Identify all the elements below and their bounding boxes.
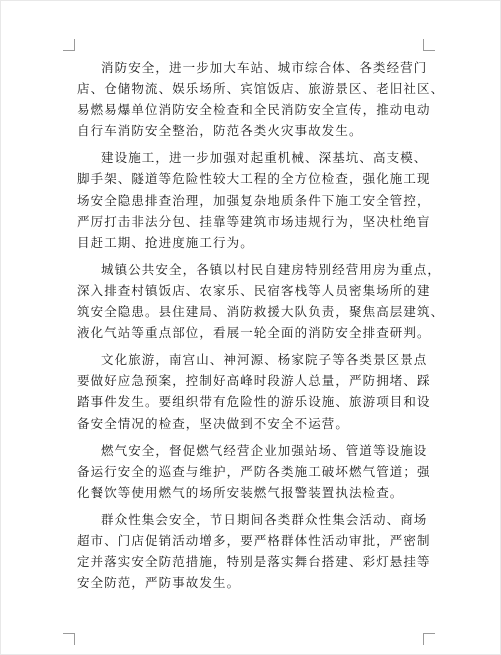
paragraph-tourism bbox=[77, 349, 429, 433]
text-line: 超市、门店促销活动增多，要严格群体性活动审批，严密制 bbox=[77, 532, 431, 548]
text-line: 群众性集会安全，节日期间各类群众性集会活动、商场 bbox=[101, 511, 428, 527]
text-line: 液化气站等重点部位，看展一轮全面的消防安全排查研判。 bbox=[77, 325, 431, 341]
text-line: 易燃易爆单位消防安全检查和全民消防安全宣传，推动电动 bbox=[77, 102, 431, 118]
crop-mark-bottom-right bbox=[423, 633, 435, 645]
text-line: 场安全隐患排查治理，加强复杂地质条件下施工安全管控， bbox=[77, 192, 431, 208]
text-line: 城镇公共安全，各镇以村民自建房特别经营用房为重点， bbox=[101, 261, 442, 277]
text-line: 自行车消防安全整治，防范各类火灾事故发生。 bbox=[77, 123, 363, 139]
text-line: 要做好应急预案，控制好高峰时段游人总量，严防拥堵、踩 bbox=[77, 373, 431, 389]
text-line: 脚手架、隧道等危险性较大工程的全方位检查，强化施工现 bbox=[77, 171, 431, 187]
paragraph-town-public-safety bbox=[77, 259, 445, 343]
text-line: 备安全情况的检查，坚决做到不安全不运营。 bbox=[77, 415, 350, 431]
text-line: 踏事件发生。要组织带有危险性的游乐设施、旅游项目和设 bbox=[77, 394, 431, 410]
crop-mark-top-left bbox=[63, 39, 75, 51]
paragraph-gas-safety bbox=[77, 440, 429, 503]
text-line: 消防安全，进一步加大车站、城市综合体、各类经营门 bbox=[101, 60, 428, 75]
text-line: 店、仓储物流、娱乐场所、宾馆饭店、旅游景区、老旧社区、 bbox=[77, 81, 445, 97]
text-line: 目赶工期、抢进度施工行为。 bbox=[77, 234, 254, 250]
text-line: 文化旅游，南宫山、神河源、杨家院子等各类景区景点 bbox=[101, 352, 428, 368]
paragraph-construction bbox=[77, 147, 429, 252]
crop-mark-top-right bbox=[423, 39, 435, 51]
text-line: 燃气安全，督促燃气经营企业加强站场、管道等设施设 bbox=[101, 442, 428, 458]
crop-mark-bottom-left bbox=[63, 633, 75, 645]
document-body[interactable] bbox=[77, 57, 445, 599]
text-line: 定并落实安全防范措施，特别是落实舞台搭建、彩灯悬挂等 bbox=[77, 554, 431, 570]
text-line: 严厉打击非法分包、挂靠等建筑市场违规行为，坚决杜绝盲 bbox=[77, 213, 431, 229]
text-line: 建设施工，进一步加强对起重机械、深基坑、高支模、 bbox=[101, 150, 428, 166]
paragraph-mass-gathering bbox=[77, 509, 429, 593]
paragraph-fire-safety bbox=[77, 57, 445, 141]
text-line: 备运行安全的巡查与维护，严防各类施工破坏燃气管道；强 bbox=[77, 463, 431, 479]
text-line: 筑安全隐患。县住建局、消防救援大队负责，聚焦高层建筑、 bbox=[77, 304, 445, 320]
text-line: 安全防范，严防事故发生。 bbox=[77, 575, 241, 591]
text-line: 深入排查村镇饭店、农家乐、民宿客栈等人员密集场所的建 bbox=[77, 282, 431, 298]
text-line: 化餐饮等使用燃气的场所安装燃气报警装置执法检查。 bbox=[77, 484, 404, 500]
